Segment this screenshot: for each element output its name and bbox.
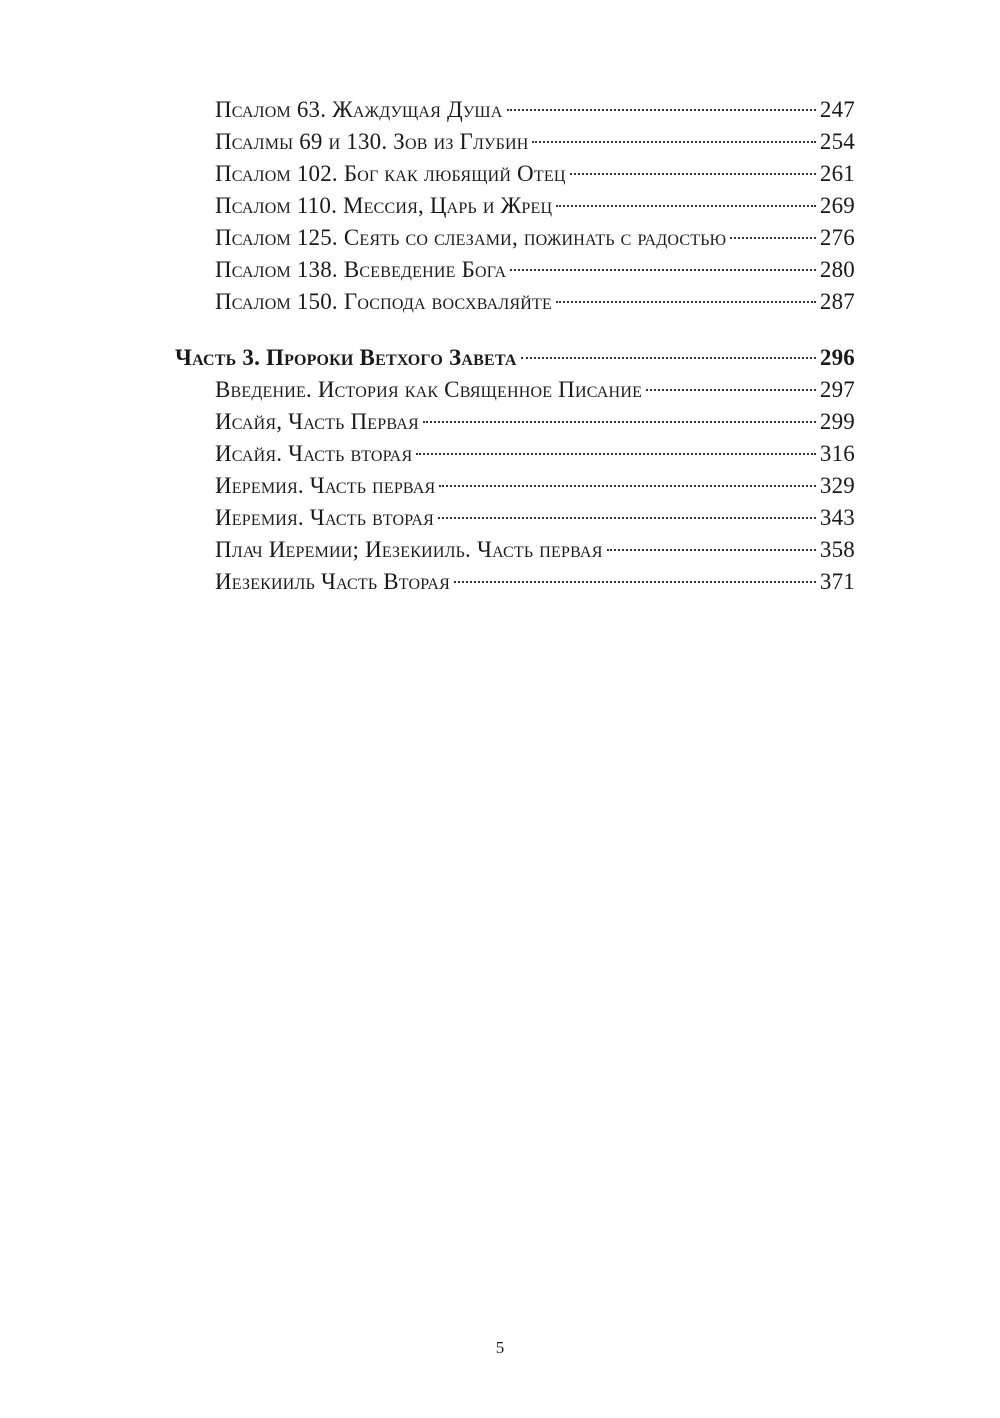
toc-entry-title: Исайя. Часть вторая (215, 441, 413, 466)
toc-entry[interactable] (175, 286, 855, 318)
toc-entry-page: 287 (819, 289, 855, 314)
dot-leader (439, 485, 815, 487)
toc-entry-title: Исайя, Часть Первая (215, 409, 419, 434)
toc-entry-title: Иеремия. Часть вторая (215, 505, 434, 530)
toc-entry[interactable] (175, 566, 855, 598)
toc-entry-title: Плач Иеремии; Иезекииль. Часть первая (215, 537, 603, 562)
toc-entry-title: Псалом 63. Жаждущая Душа (215, 97, 503, 122)
toc-psalms-group (175, 94, 855, 318)
dot-leader (438, 517, 816, 519)
toc-entry-page: 280 (819, 257, 855, 282)
toc-entry-page: 329 (819, 473, 855, 498)
toc-entry[interactable] (175, 502, 855, 534)
toc-entry[interactable] (175, 254, 855, 286)
toc-entry-title: Псалом 125. Сеять со слезами, пожинать с радостью (215, 225, 727, 250)
toc-entry-title: Псалмы 69 и 130. Зов из Глубин (215, 129, 529, 154)
table-of-contents (175, 94, 855, 598)
toc-entry-page: 358 (819, 537, 855, 562)
toc-entry-page: 316 (819, 441, 855, 466)
toc-entry[interactable] (175, 94, 855, 126)
toc-entry-title: Введение. История как Священное Писание (215, 377, 643, 402)
dot-leader (556, 205, 816, 207)
toc-entry-page: 276 (819, 225, 855, 250)
toc-entry-page: 269 (819, 193, 855, 218)
toc-part-heading[interactable] (175, 342, 855, 374)
dot-leader (532, 141, 815, 143)
toc-part-title: Часть 3. Пророки Ветхого Завета (175, 345, 517, 370)
toc-entry-title: Псалом 138. Всеведение Бога (215, 257, 507, 282)
toc-entry-page: 343 (819, 505, 855, 530)
dot-leader (510, 269, 816, 271)
toc-entry-page: 254 (819, 129, 855, 154)
toc-entry[interactable] (175, 374, 855, 406)
dot-leader (423, 421, 816, 423)
toc-entry[interactable] (175, 534, 855, 566)
toc-entry-page: 297 (819, 377, 855, 402)
dot-leader (646, 389, 816, 391)
toc-entry[interactable] (175, 222, 855, 254)
toc-entry-title: Иеремия. Часть первая (215, 473, 436, 498)
toc-part-page: 296 (819, 345, 855, 370)
toc-part3-group (175, 342, 855, 598)
dot-leader (570, 173, 816, 175)
toc-entry-title: Иезекииль Часть Вторая (215, 569, 450, 594)
toc-entry[interactable] (175, 470, 855, 502)
toc-entry-title: Псалом 110. Мессия, Царь и Жрец (215, 193, 553, 218)
toc-entry-title: Псалом 150. Господа восхваляйте (215, 289, 552, 314)
dot-leader (507, 109, 816, 111)
dot-leader (730, 237, 816, 239)
dot-leader (607, 549, 816, 551)
page-number: 5 (495, 1338, 505, 1357)
dot-leader (454, 581, 816, 583)
toc-entry[interactable] (175, 126, 855, 158)
toc-entry[interactable] (175, 406, 855, 438)
dot-leader (416, 453, 816, 455)
toc-entry-page: 247 (819, 97, 855, 122)
toc-entry-page: 299 (819, 409, 855, 434)
toc-entry[interactable] (175, 190, 855, 222)
toc-entry[interactable] (175, 158, 855, 190)
toc-entry[interactable] (175, 438, 855, 470)
toc-entry-page: 371 (819, 569, 855, 594)
dot-leader (521, 357, 816, 359)
dot-leader (556, 301, 816, 303)
toc-entry-title: Псалом 102. Бог как любящий Отец (215, 161, 566, 186)
toc-entry-page: 261 (819, 161, 855, 186)
